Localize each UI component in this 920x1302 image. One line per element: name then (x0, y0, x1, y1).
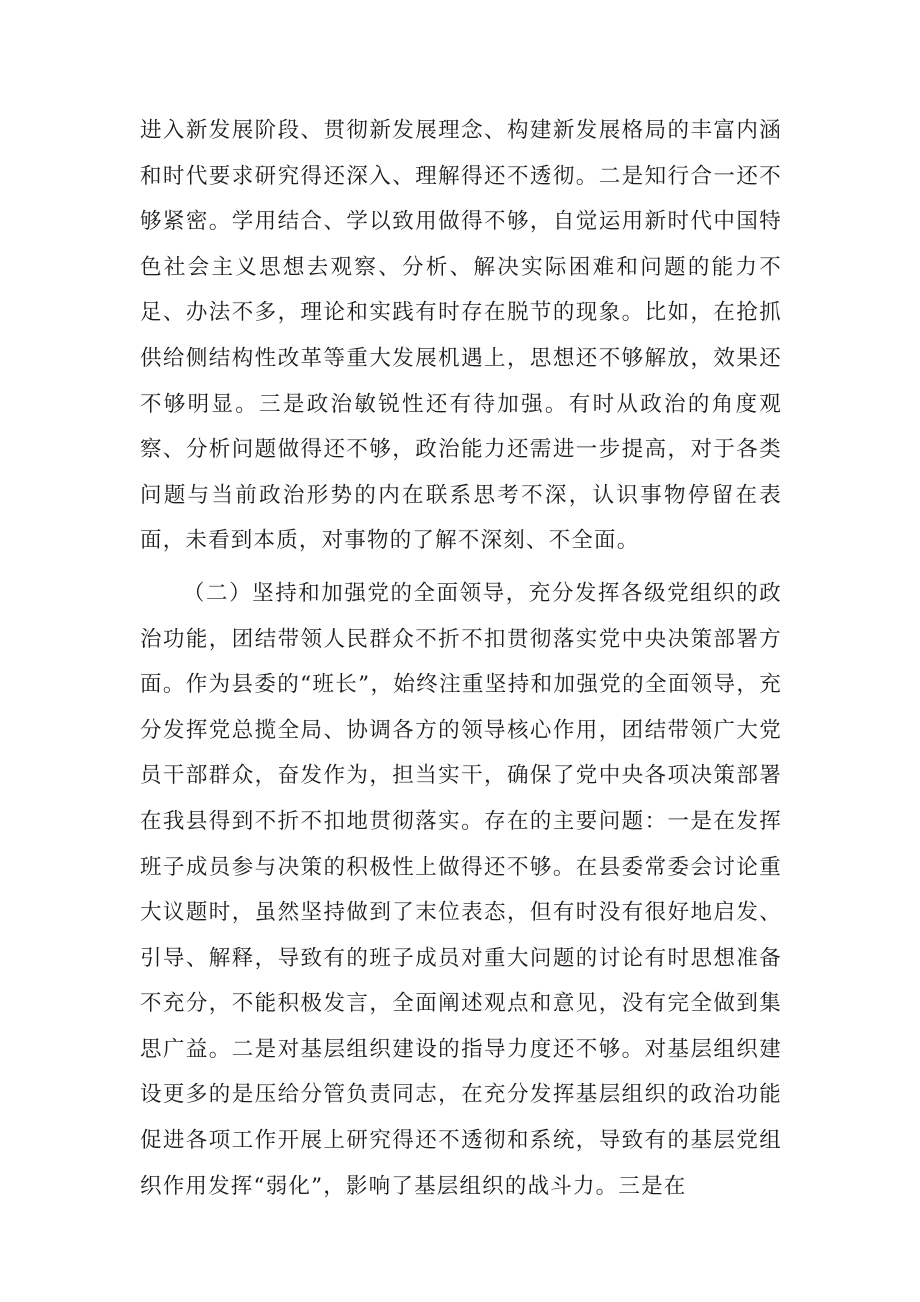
paragraph-continued: 进入新发展阶段、贯彻新发展理念、构建新发展格局的丰富内涵和时代要求研究得还深入、理解得还不透彻。二是知行合一还不够紧密。学用结合、学以致用做得不够，自觉运用新时代中国特色社会主义思想去观察、分析、解决实际困难和问题的能力不足、办法不多，理论和实践有时存在脱节的现象。比如，在抢抓供给侧结构性改革等重大发展机遇上，思想还不够解放，效果还不够明显。三是政治敏锐性还有待加强。有时从政治的角度观察、分析问题做得还不够，政治能力还需进一步提高，对于各类问题与当前政治形势的内在联系思考不深，认识事物停留在表面，未看到本质，对事物的了解不深刻、不全面。 (140, 118, 782, 554)
document-body (140, 108, 782, 1209)
paragraph-section-two: （二）坚持和加强党的全面领导，充分发挥各级党组织的政治功能，团结带领人民群众不折不扣贯彻落实党中央决策部署方面。作为县委的“班长”，始终注重坚持和加强党的全面领导，充分发挥党总揽全局、协调各方的领导核心作用，团结带领广大党员干部群众，奋发作为，担当实干，确保了党中央各项决策部署在我县得到不折不扣地贯彻落实。存在的主要问题：一是在发挥班子成员参与决策的积极性上做得还不够。在县委常委会讨论重大议题时，虽然坚持做到了末位表态，但有时没有很好地启发、引导、解释，导致有的班子成员对重大问题的讨论有时思想准备不充分，不能积极发言，全面阐述观点和意见，没有完全做到集思广益。二是对基层组织建设的指导力度还不够。对基层组织建设更多的是压给分管负责同志，在充分发挥基层组织的政治功能促进各项工作开展上研究得还不透彻和系统，导致有的基层党组织作用发挥“弱化”，影响了基层组织的战斗力。三是在 (140, 580, 782, 1199)
